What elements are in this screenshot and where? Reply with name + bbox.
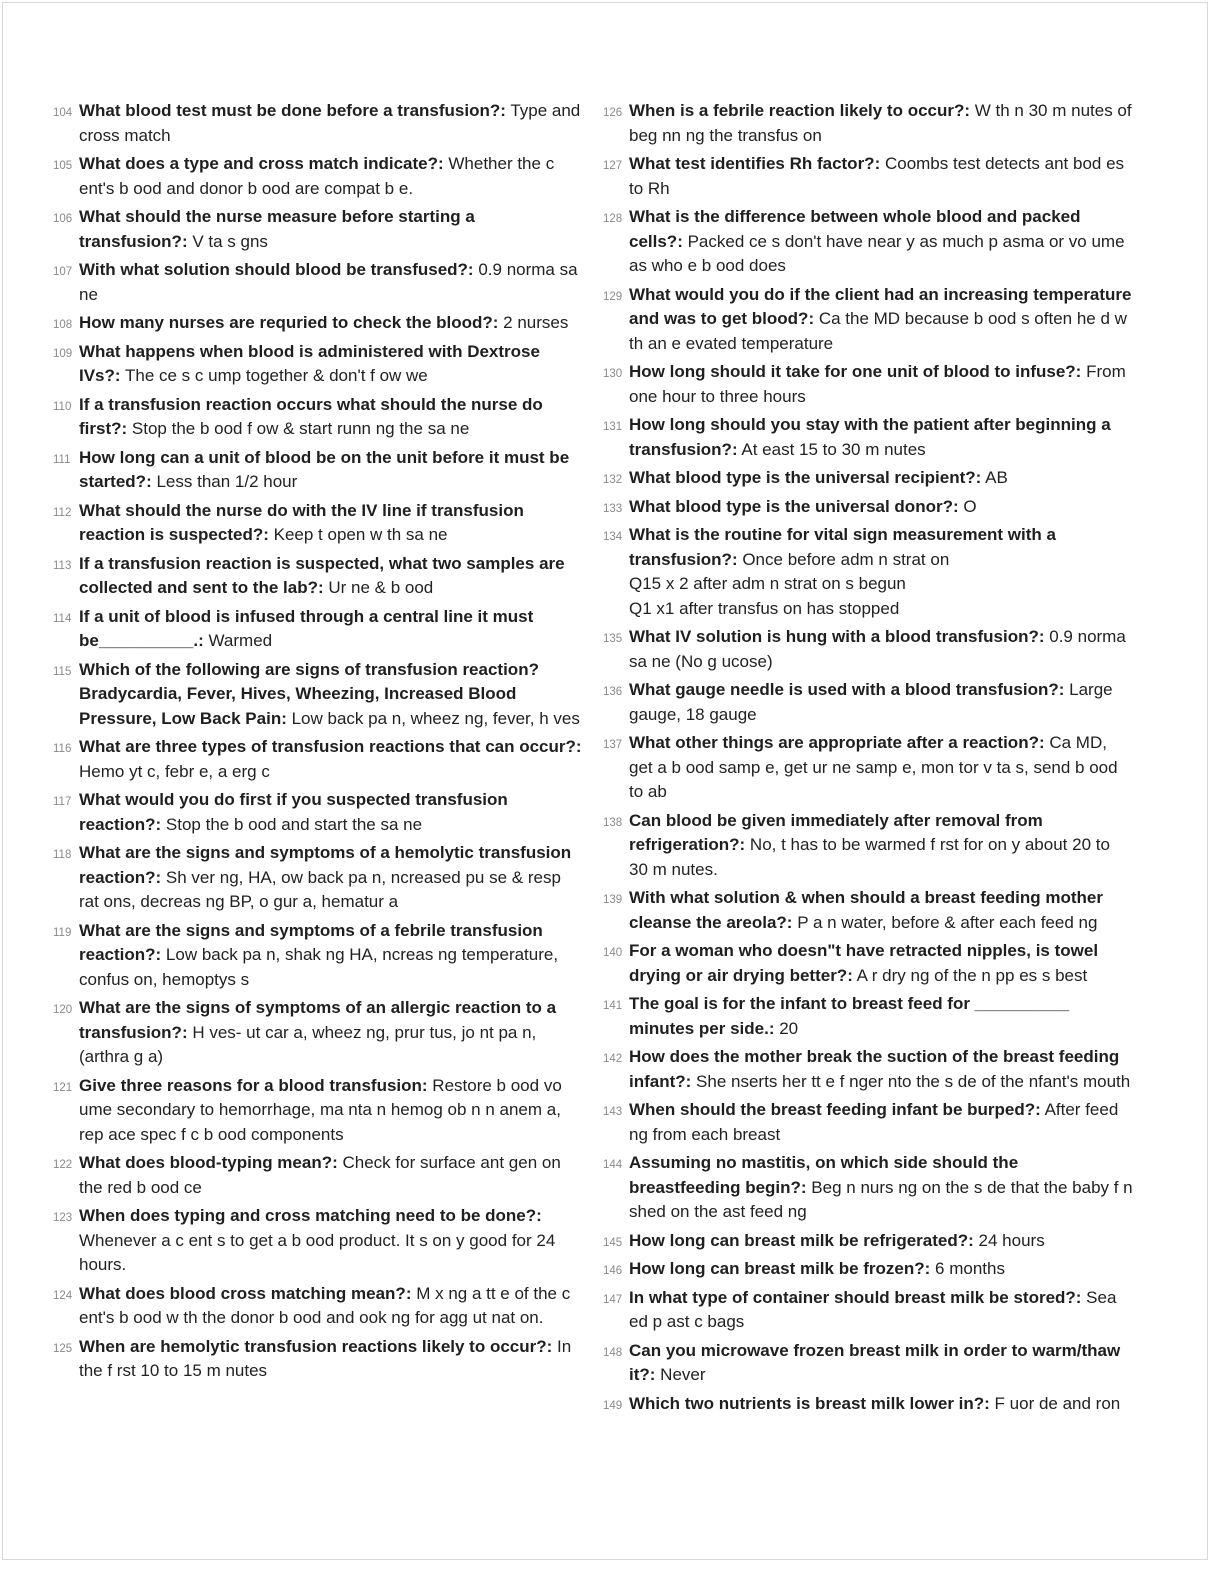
- question-text: How long can breast milk be frozen?:: [629, 1259, 931, 1278]
- answer-text: Ur ne & b ood: [323, 578, 434, 597]
- question-item: [603, 523, 1133, 621]
- question-number: 140: [603, 947, 623, 959]
- answer-text: Low back pa n, shak ng HA, ncreas ng temperature, confus on, hemoptys s: [79, 945, 559, 989]
- answer-text: P a n water, before & after each feed ng: [792, 912, 1098, 932]
- question-text: Can blood be given immediately after removal from refrigeration?:: [629, 810, 1043, 854]
- question-item: [53, 499, 583, 548]
- question-text: What are the signs and symptoms of a febrile transfusion reaction?:: [79, 920, 543, 964]
- answer-text: 24 hours: [973, 1230, 1045, 1250]
- question-number: 112: [53, 506, 72, 519]
- question-item: [53, 311, 583, 336]
- question-number: 149: [603, 1399, 623, 1412]
- question-text: What would you do first if you suspected transfusion reaction?:: [79, 790, 508, 834]
- answer-text: Sea ed p ast c bags: [629, 1287, 1117, 1331]
- question-text: What IV solution is hung with a blood transfusion?:: [629, 627, 1045, 646]
- question-text: What blood type is the universal donor?:: [629, 496, 959, 516]
- question-item: [603, 283, 1133, 357]
- answer-text: She nserts her tt e f nger nto the s de of the nfant's mouth: [691, 1071, 1131, 1091]
- answer-text: Restore b ood vo ume secondary to hemorrhage, ma nta n hemog ob n n anem a, rep ace spec f c b ood components: [79, 1075, 562, 1144]
- question-text: How long should you stay with the patient after beginning a transfusion?:: [629, 415, 1111, 459]
- question-number: 117: [53, 796, 72, 808]
- question-item: [53, 99, 583, 148]
- question-item: [53, 788, 583, 837]
- question-number: 130: [603, 368, 623, 380]
- question-item: [603, 1257, 1133, 1282]
- question-text: For a woman who doesn"t have retracted nipples, is towel drying or air drying better?:: [629, 941, 1099, 985]
- answer-text: Sh ver ng, HA, ow back pa n, ncreased pu se & resp rat ons, decreas ng BP, o gur a, hematur a: [79, 867, 561, 911]
- answer-text: 2 nurses: [498, 313, 569, 332]
- question-item: [603, 99, 1133, 148]
- question-text: When does typing and cross matching need to be done?:: [79, 1206, 542, 1225]
- answer-text: Packed ce s don't have near y as much p asma or vo ume as who e b ood does: [629, 231, 1125, 275]
- question-item: [53, 152, 583, 201]
- answer-text: Ca the MD because b ood s often he d w th an e evated temperature: [629, 309, 1127, 353]
- question-item: [603, 152, 1133, 201]
- answer-text: Whether the c ent's b ood and donor b ood are compat b e.: [79, 154, 555, 198]
- question-text: Which two nutrients is breast milk lower in?:: [629, 1393, 990, 1413]
- question-number: 118: [53, 849, 72, 861]
- document-page: [2, 2, 1208, 1560]
- question-text: The goal is for the infant to breast feed for __________ minutes per side.:: [629, 994, 1070, 1038]
- question-text: What are three types of transfusion reactions that can occur?:: [79, 737, 582, 756]
- question-text: Can you microwave frozen breast milk in order to warm/thaw it?:: [629, 1340, 1121, 1384]
- question-text: In what type of container should breast milk be stored?:: [629, 1287, 1082, 1307]
- answer-text: M x ng a tt e of the c ent's b ood w th the donor b ood and ook ng for agg ut nat on.: [79, 1283, 571, 1327]
- question-text: What is the routine for vital sign measurement with a transfusion?:: [629, 525, 1056, 569]
- answer-text: O: [958, 496, 977, 516]
- question-number: 110: [53, 400, 72, 413]
- question-item: [53, 258, 583, 307]
- answer-text: From one hour to three hours: [629, 362, 1126, 406]
- question-item: [53, 340, 583, 389]
- answer-text: W th n 30 m nutes of beg nn ng the transfus on: [629, 101, 1132, 145]
- question-text: What other things are appropriate after a reaction?:: [629, 733, 1045, 752]
- question-number: 138: [603, 816, 623, 829]
- question-text: With what solution & when should a breast feeding mother cleanse the areola?:: [629, 888, 1103, 932]
- question-number: 119: [53, 926, 72, 939]
- answer-text: Stop the b ood and start the sa ne: [161, 814, 423, 834]
- answer-text: Warmed: [203, 631, 273, 650]
- answer-text: 0.9 norma sa ne: [79, 260, 578, 304]
- question-number: 129: [603, 290, 623, 303]
- answer-text: 6 months: [930, 1259, 1005, 1278]
- answer-text: Hemo yt c, febr e, a erg c: [79, 761, 270, 781]
- question-number: 122: [53, 1159, 73, 1171]
- question-text: What are the signs of symptoms of an allergic reaction to a transfusion?:: [79, 998, 557, 1042]
- question-item: [603, 205, 1133, 279]
- answer-text: At east 15 to 30 m nutes: [737, 439, 926, 459]
- question-text: What blood type is the universal recipient?:: [629, 468, 982, 487]
- answer-text: No, t has to be warmed f rst for on y about 20 to 30 m nutes.: [629, 835, 1110, 879]
- question-item: [53, 841, 583, 915]
- question-number: 145: [603, 1236, 623, 1249]
- question-item: [53, 1335, 583, 1384]
- answer-text: Less than 1/2 hour: [151, 472, 298, 491]
- question-text: What test identifies Rh factor?:: [629, 154, 881, 173]
- question-item: [603, 1339, 1133, 1388]
- question-number: 120: [53, 1004, 73, 1016]
- question-text: What should the nurse measure before starting a transfusion?:: [79, 207, 475, 251]
- right-column: [603, 99, 1133, 1420]
- answer-text: V ta s gns: [187, 231, 268, 251]
- question-number: 126: [603, 107, 623, 119]
- question-item: [603, 939, 1133, 988]
- question-item: [53, 919, 583, 993]
- question-item: [603, 731, 1133, 805]
- question-item: [603, 1392, 1133, 1417]
- question-item: [53, 552, 583, 601]
- question-text: What is the difference between whole blood and packed cells?:: [629, 207, 1081, 251]
- question-item: [603, 1045, 1133, 1094]
- question-text: What blood test must be done before a transfusion?:: [79, 101, 506, 120]
- question-number: 123: [53, 1212, 73, 1224]
- question-text: If a transfusion reaction occurs what should the nurse do first?:: [79, 394, 543, 438]
- question-text: How many nurses are requried to check the blood?:: [79, 313, 499, 332]
- question-number: 128: [603, 213, 623, 225]
- question-text: What should the nurse do with the IV line if transfusion reaction is suspected?:: [79, 500, 524, 544]
- question-text: When is a febrile reaction likely to occur?:: [629, 101, 971, 120]
- question-item: [53, 1282, 583, 1331]
- question-number: 134: [603, 531, 623, 543]
- question-item: [603, 413, 1133, 462]
- answer-text: Low back pa n, wheez ng, fever, h ves: [286, 708, 580, 728]
- question-text: What does blood cross matching mean?:: [79, 1283, 412, 1303]
- answer-text: 20: [774, 1018, 799, 1038]
- answer-text: AB: [981, 468, 1008, 487]
- question-number: 143: [603, 1106, 623, 1118]
- question-text: What would you do if the client had an increasing temperature and was to get blood?:: [629, 284, 1132, 328]
- question-item: [603, 495, 1133, 520]
- left-column: [53, 99, 583, 1388]
- question-text: When should the breast feeding infant be burped?:: [629, 1100, 1041, 1119]
- question-item: [53, 605, 583, 654]
- question-number: 141: [603, 1000, 623, 1012]
- answer-text: Coombs test detects ant bod es to Rh: [629, 154, 1125, 198]
- question-number: 131: [603, 421, 623, 433]
- question-number: 136: [603, 686, 623, 698]
- answer-text: Type and cross match: [79, 101, 581, 145]
- question-item: [53, 658, 583, 732]
- question-item: [53, 446, 583, 495]
- answer-text: 0.9 norma sa ne (No g ucose): [629, 627, 1126, 671]
- answer-text: H ves- ut car a, wheez ng, prur tus, jo nt pa n, (arthra g a): [79, 1022, 537, 1066]
- question-number: 139: [603, 894, 623, 906]
- answer-text: Stop the b ood f ow & start runn ng the sa ne: [127, 419, 470, 438]
- answer-text: Keep t open w th sa ne: [268, 525, 448, 544]
- question-number: 147: [603, 1293, 623, 1306]
- question-item: [603, 1151, 1133, 1225]
- question-number: 115: [53, 665, 72, 678]
- question-number: 105: [53, 160, 73, 172]
- question-item: [53, 205, 583, 254]
- question-number: 124: [53, 1289, 73, 1302]
- question-number: 127: [603, 160, 623, 172]
- answer-text: Large gauge, 18 gauge: [629, 680, 1113, 724]
- question-number: 142: [603, 1053, 623, 1065]
- question-text: If a unit of blood is infused through a central line it must be__________.:: [79, 606, 534, 650]
- question-number: 144: [603, 1159, 623, 1171]
- answer-text: F uor de and ron: [989, 1393, 1121, 1413]
- question-number: 106: [53, 213, 73, 225]
- question-item: [53, 1204, 583, 1278]
- question-item: [603, 809, 1133, 883]
- question-number: 109: [53, 347, 73, 360]
- question-text: What does blood-typing mean?:: [79, 1153, 338, 1172]
- answer-text: Check for surface ant gen on the red b ood ce: [79, 1153, 561, 1197]
- question-number: 133: [603, 502, 623, 515]
- question-text: Assuming no mastitis, on which side should the breastfeeding begin?:: [629, 1153, 1019, 1197]
- question-text: What gauge needle is used with a blood transfusion?:: [629, 680, 1065, 699]
- question-text: If a transfusion reaction is suspected, what two samples are collected and sent to the lab?:: [79, 553, 565, 597]
- question-text: How long can a unit of blood be on the unit before it must be started?:: [79, 447, 570, 491]
- question-item: [603, 1098, 1133, 1147]
- question-text: With what solution should blood be transfused?:: [79, 260, 474, 279]
- question-number: 132: [603, 474, 623, 486]
- question-item: [603, 1229, 1133, 1254]
- question-item: [53, 1074, 583, 1148]
- question-item: [603, 992, 1133, 1041]
- question-number: 104: [53, 107, 73, 119]
- answer-text: Whenever a c ent s to get a b ood product. It s on y good for 24 hours.: [79, 1230, 556, 1274]
- answer-text: In the f rst 10 to 15 m nutes: [79, 1336, 572, 1380]
- question-number: 114: [53, 612, 72, 625]
- question-item: [603, 360, 1133, 409]
- question-item: [603, 466, 1133, 491]
- question-number: 108: [53, 319, 73, 331]
- question-item: [53, 393, 583, 442]
- question-text: How does the mother break the suction of the breast feeding infant?:: [629, 1047, 1120, 1091]
- answer-text: Once before adm n strat on Q15 x 2 after adm n strat on s begun Q1 x1 after transfus on has stopped: [629, 549, 950, 618]
- answer-text: After feed ng from each breast: [629, 1100, 1119, 1144]
- question-number: 135: [603, 633, 623, 645]
- question-number: 125: [53, 1342, 73, 1355]
- question-item: [603, 1286, 1133, 1335]
- question-text: When are hemolytic transfusion reactions likely to occur?:: [79, 1336, 553, 1356]
- question-text: How long should it take for one unit of blood to infuse?:: [629, 362, 1082, 381]
- question-item: [53, 735, 583, 784]
- question-text: Give three reasons for a blood transfusion:: [79, 1075, 428, 1095]
- question-number: 137: [603, 739, 623, 751]
- question-text: What are the signs and symptoms of a hemolytic transfusion reaction?:: [79, 843, 572, 887]
- question-number: 111: [53, 453, 71, 466]
- question-item: [603, 625, 1133, 674]
- question-text: What does a type and cross match indicate?:: [79, 154, 444, 173]
- question-number: 121: [53, 1081, 73, 1094]
- question-item: [603, 678, 1133, 727]
- answer-text: Ca MD, get a b ood samp e, get ur ne samp e, mon tor v ta s, send b ood to ab: [629, 733, 1118, 801]
- question-item: [53, 996, 583, 1070]
- question-text: What happens when blood is administered with Dextrose IVs?:: [79, 341, 540, 385]
- answer-text: The ce s c ump together & don't f ow we: [120, 366, 428, 385]
- question-number: 148: [603, 1346, 623, 1359]
- answer-text: Beg n nurs ng on the s de that the baby f n shed on the ast feed ng: [629, 1177, 1133, 1221]
- question-number: 116: [53, 743, 72, 755]
- question-item: [603, 886, 1133, 935]
- question-text: Which of the following are signs of transfusion reaction? Bradycardia, Fever, Hives, Wheezing, Increased Blood Pressure, Low Back Pain:: [79, 659, 539, 728]
- question-number: 107: [53, 266, 73, 278]
- question-number: 113: [53, 559, 72, 572]
- question-text: How long can breast milk be refrigerated?:: [629, 1230, 974, 1250]
- answer-text: Never: [655, 1365, 706, 1384]
- question-item: [53, 1151, 583, 1200]
- answer-text: A r dry ng of the n pp es s best: [852, 965, 1088, 985]
- question-number: 146: [603, 1265, 623, 1277]
